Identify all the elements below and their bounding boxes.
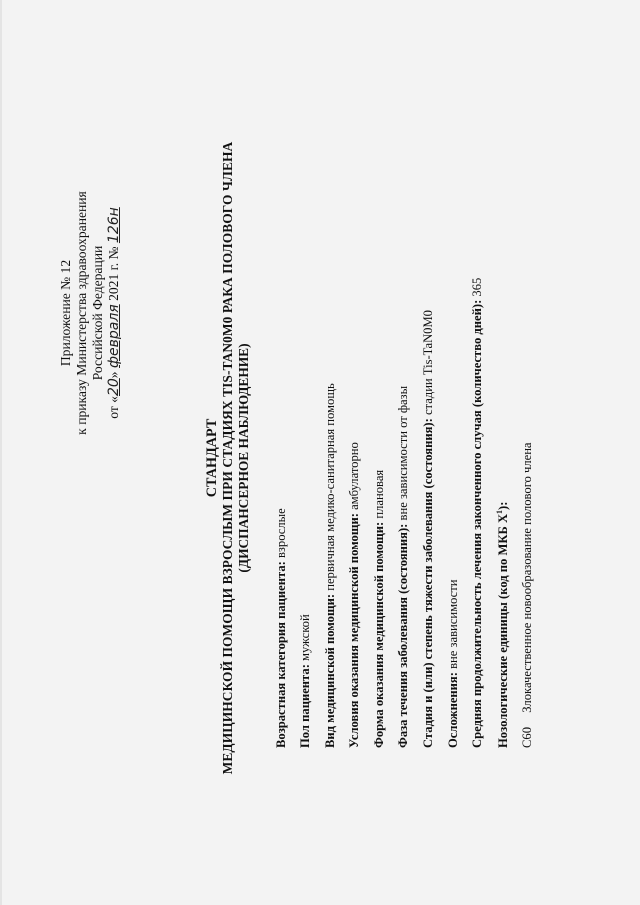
field-care-form-label: Форма оказания медицинской помощи: xyxy=(372,521,386,748)
field-care-type-label: Вид медицинской помощи: xyxy=(323,593,337,748)
field-care-form-value: плановая xyxy=(372,469,386,522)
field-phase xyxy=(396,386,411,748)
field-nosology xyxy=(495,502,511,748)
field-care-conditions xyxy=(347,442,362,748)
field-complications xyxy=(446,579,461,748)
field-care-type xyxy=(323,383,338,748)
footnote-marker: 1 xyxy=(495,509,504,514)
field-care-conditions-value: амбулаторно xyxy=(347,442,361,514)
standard-subtitle: МЕДИЦИНСКОЙ ПОМОЩИ ВЗРОСЛЫМ ПРИ СТАДИЯХ TIS-TAN0M0 РАКА ПОЛОВОГО ЧЛЕНА xyxy=(220,141,235,775)
field-complications-value: вне зависимости xyxy=(446,579,460,673)
field-sex xyxy=(298,614,313,748)
field-stage xyxy=(421,310,436,748)
field-age-value: взрослые xyxy=(274,508,288,562)
standard-title: СТАНДАРТ xyxy=(204,418,220,498)
appendix-date-line xyxy=(106,183,122,443)
field-care-type-value: первичная медико-санитарная помощь xyxy=(323,383,337,594)
field-phase-value: вне зависимости от фазы xyxy=(396,385,410,524)
nosology-name: Злокачественное новообразование полового члена xyxy=(520,442,534,713)
field-care-form xyxy=(372,470,387,748)
field-complications-label: Осложнения: xyxy=(446,672,460,748)
date-day: 20 xyxy=(106,378,122,397)
field-phase-label: Фаза течения заболевания (состояния): xyxy=(396,523,410,748)
appendix-country: Российской Федерации xyxy=(90,245,105,381)
appendix-order-ref: к приказу Министерства здравоохранения xyxy=(74,191,89,435)
standard-subtitle-note: (ДИСПАНСЕРНОЕ НАБЛЮДЕНИЕ) xyxy=(236,343,251,573)
appendix-number: Приложение № 12 xyxy=(58,259,73,367)
field-sex-value: мужской xyxy=(298,614,312,665)
date-mid: » xyxy=(106,371,121,379)
date-month: февраля xyxy=(106,304,122,368)
order-number: 126н xyxy=(106,207,122,244)
field-care-conditions-label: Условия оказания медицинской помощи: xyxy=(347,513,361,748)
field-duration xyxy=(470,278,485,748)
nosology-row xyxy=(520,442,535,748)
rotated-page xyxy=(34,18,594,888)
field-age xyxy=(274,508,289,748)
appendix-header xyxy=(58,183,122,443)
field-duration-label: Средняя продолжительность лечения законченного случая (количество дней): xyxy=(470,299,484,748)
field-age-label: Возрастная категория пациента: xyxy=(274,561,288,748)
field-stage-label: Стадия и (или) степень тяжести заболевания (состояния): xyxy=(421,418,435,748)
field-stage-value: стадии Tis-TaN0M0 xyxy=(421,310,435,419)
field-nosology-suffix: ): xyxy=(496,501,511,510)
field-duration-value: 365 xyxy=(470,277,484,300)
date-year: 2021 г. № xyxy=(106,246,121,301)
field-sex-label: Пол пациента: xyxy=(298,664,312,748)
date-prefix: от « xyxy=(106,396,121,419)
nosology-code: C60 xyxy=(520,727,534,748)
field-nosology-label: Нозологические единицы (код по МКБ X xyxy=(496,513,511,748)
